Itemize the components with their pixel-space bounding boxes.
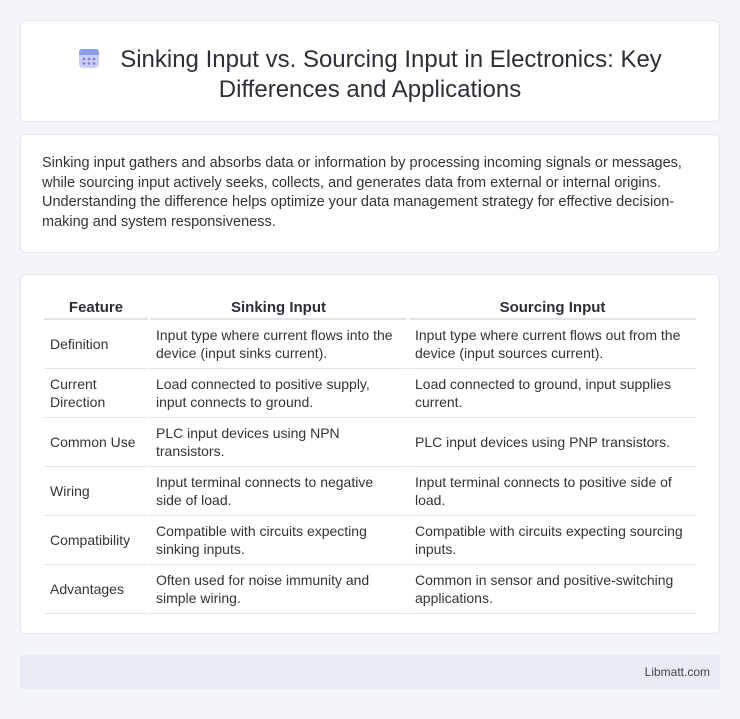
table-row [44, 320, 696, 369]
table-row [44, 516, 696, 565]
feature-cell: Advantages [44, 565, 148, 614]
header-sinking-input: Sinking Input [150, 296, 407, 320]
sinking-cell: Input terminal connects to negative side of load. [150, 467, 407, 516]
sinking-cell: Input type where current flows into the device (input sinks current). [150, 320, 407, 369]
feature-cell: Definition [44, 320, 148, 369]
header-sourcing-input: Sourcing Input [409, 296, 696, 320]
feature-cell: Wiring [44, 467, 148, 516]
sinking-cell: Compatible with circuits expecting sinking inputs. [150, 516, 407, 565]
sourcing-cell: PLC input devices using PNP transistors. [409, 418, 696, 467]
intro-card [20, 134, 720, 253]
page-title-wrap [21, 45, 719, 105]
comparison-table [42, 296, 698, 614]
sourcing-cell: Input type where current flows out from the device (input sources current). [409, 320, 696, 369]
table-row [44, 565, 696, 614]
sourcing-cell: Compatible with circuits expecting sourcing inputs. [409, 516, 696, 565]
header-feature: Feature [44, 296, 148, 320]
title-card [20, 20, 720, 122]
sourcing-cell: Input terminal connects to positive side of load. [409, 467, 696, 516]
table-row [44, 467, 696, 516]
footer-brand-link[interactable]: Libmatt.com [644, 665, 710, 679]
intro-paragraph: Sinking input gathers and absorbs data or information by processing incoming signals or messages, while sourcing input actively seeks, collects, and generates data from external or internal origins. Understanding the difference helps optimize your data management strategy for effective decision-making and system responsiveness. [42, 155, 682, 230]
table-row [44, 369, 696, 418]
calendar-icon [78, 47, 100, 69]
sinking-cell: PLC input devices using NPN transistors. [150, 418, 407, 467]
feature-cell: Compatibility [44, 516, 148, 565]
sinking-cell: Often used for noise immunity and simple wiring. [150, 565, 407, 614]
sinking-cell: Load connected to positive supply, input connects to ground. [150, 369, 407, 418]
sourcing-cell: Load connected to ground, input supplies current. [409, 369, 696, 418]
table-row [44, 418, 696, 467]
page-title: Sinking Input vs. Sourcing Input in Electronics: Key Differences and Applications [120, 46, 662, 103]
feature-cell: Common Use [44, 418, 148, 467]
table-header-row [44, 296, 696, 320]
feature-cell: Current Direction [44, 369, 148, 418]
sourcing-cell: Common in sensor and positive-switching applications. [409, 565, 696, 614]
footer-bar [20, 655, 720, 689]
comparison-card [20, 274, 720, 634]
